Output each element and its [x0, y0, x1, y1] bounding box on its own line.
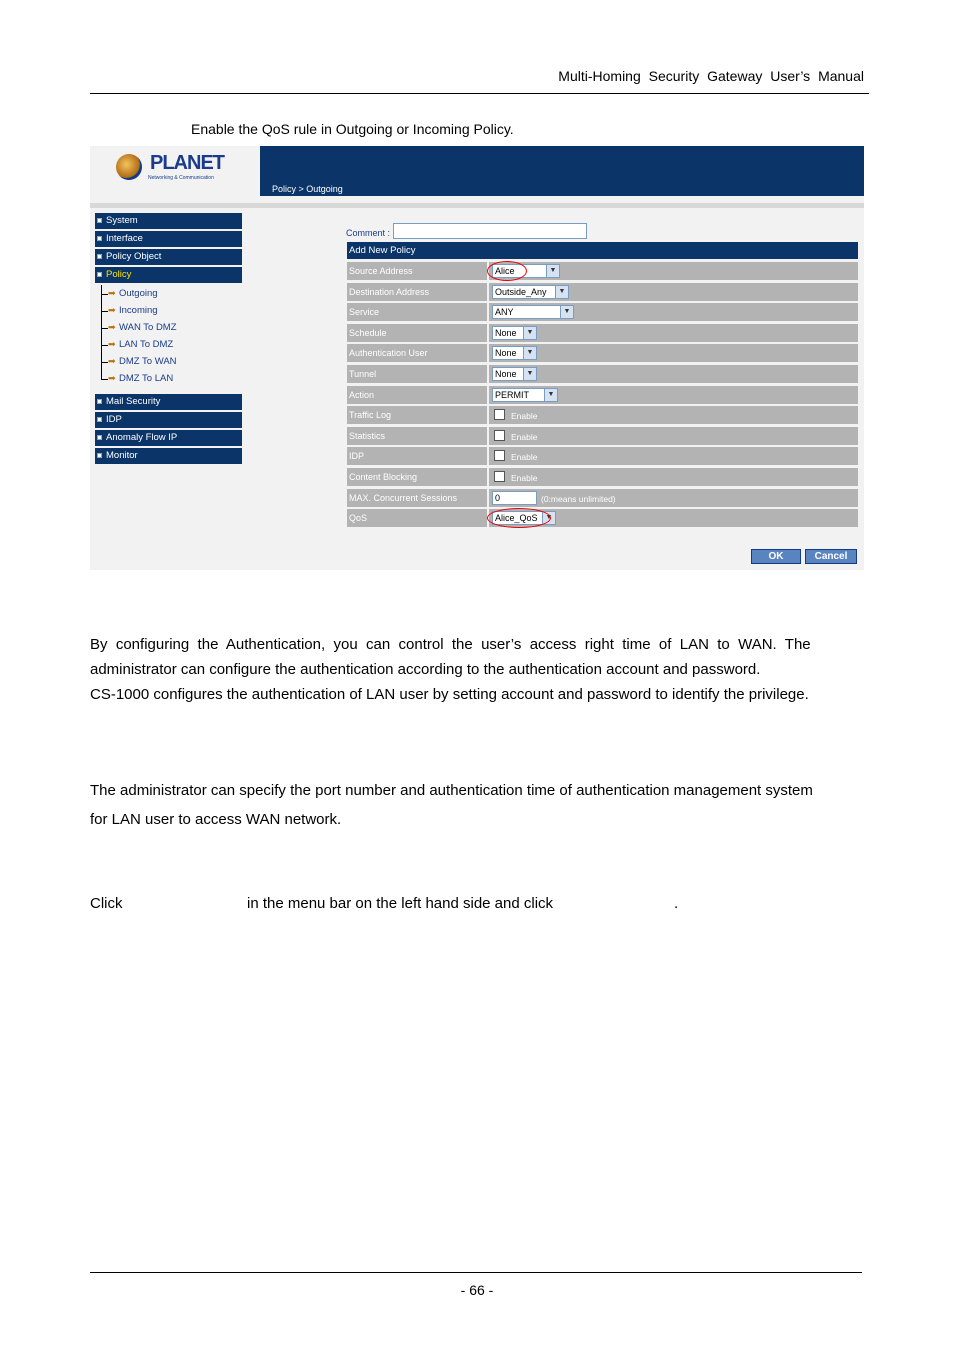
text-line: By configuring the Authentication, you can control the user’s access right time of LAN to WAN. The [90, 636, 811, 653]
select-value: None [495, 327, 517, 338]
sidebar-menu [95, 213, 242, 466]
content-blocking-checkbox[interactable] [494, 471, 505, 482]
statistics-checkbox[interactable] [494, 430, 505, 441]
row-authentication-user [347, 344, 858, 362]
checkbox-label: Enable [511, 452, 538, 463]
planet-logo [116, 152, 226, 184]
row-destination-address [347, 283, 858, 301]
globe-icon [116, 154, 142, 180]
row-label: Destination Address [347, 283, 487, 301]
logo-word: PLANET [150, 152, 224, 174]
row-label: QoS [347, 509, 487, 527]
select-value: Outside_Any [495, 286, 547, 297]
row-statistics [347, 427, 858, 445]
destination-address-select[interactable] [492, 285, 569, 299]
header-rule [90, 93, 869, 94]
ui-screenshot [90, 146, 864, 570]
chevron-down-icon: ▼ [523, 327, 536, 339]
row-max-sessions [347, 489, 858, 507]
policy-form [347, 242, 858, 530]
row-idp [347, 447, 858, 465]
arrow-icon: ➡ [108, 356, 116, 366]
submenu-outgoing[interactable] [95, 285, 242, 302]
traffic-log-checkbox[interactable] [494, 409, 505, 420]
arrow-icon: ➡ [108, 373, 116, 383]
cancel-button[interactable]: Cancel [805, 549, 857, 564]
row-label: Schedule [347, 324, 487, 342]
policy-submenu [95, 285, 242, 387]
row-action [347, 386, 858, 404]
arrow-icon: ➡ [108, 288, 116, 298]
logo-tagline: Networking & Communication [148, 175, 214, 181]
chevron-down-icon: ▼ [544, 389, 557, 401]
select-value: Alice_QoS [495, 513, 538, 524]
authentication-user-select[interactable] [492, 346, 537, 360]
breadcrumb: Policy > Outgoing [272, 184, 343, 194]
row-label: Service [347, 303, 487, 321]
highlight-circle [487, 261, 527, 281]
text-click: Click [90, 895, 123, 912]
chevron-down-icon: ▼ [542, 512, 555, 524]
select-value: None [495, 368, 517, 379]
submenu-label: Outgoing [119, 288, 158, 299]
max-sessions-hint: (0:means unlimited) [541, 493, 616, 504]
text-line: for LAN user to access WAN network. [90, 811, 342, 828]
paragraph-admin [90, 776, 864, 834]
submenu-label: DMZ To LAN [119, 373, 174, 384]
manual-title: Multi-Homing Security Gateway User’s Manual [558, 68, 864, 84]
row-label: Action [347, 386, 487, 404]
row-label: Traffic Log [347, 406, 487, 424]
submenu-label: Incoming [119, 305, 158, 316]
row-label: Content Blocking [347, 468, 487, 486]
row-source-address [347, 262, 858, 280]
top-banner [260, 146, 864, 196]
max-sessions-input[interactable]: 0 [492, 491, 537, 505]
ok-button[interactable]: OK [751, 549, 801, 564]
tunnel-select[interactable] [492, 367, 537, 381]
paragraph-auth [90, 632, 864, 707]
text-line: CS-1000 configures the authentication of LAN user by setting account and password to identify the privilege. [90, 686, 809, 703]
menu-item-idp[interactable]: IDP [95, 412, 242, 428]
schedule-select[interactable] [492, 326, 537, 340]
menu-item-mail-security[interactable]: Mail Security [95, 394, 242, 410]
select-value: PERMIT [495, 389, 530, 400]
comment-input[interactable] [393, 223, 587, 239]
menu-item-system[interactable]: System [95, 213, 242, 229]
row-label: Authentication User [347, 344, 487, 362]
page-number: - 66 - [460, 1282, 494, 1298]
chevron-down-icon: ▼ [560, 306, 573, 318]
row-qos [347, 509, 858, 527]
menu-item-interface[interactable]: Interface [95, 231, 242, 247]
row-label: Tunnel [347, 365, 487, 383]
row-content-blocking [347, 468, 858, 486]
text-end: . [674, 895, 679, 912]
submenu-label: WAN To DMZ [119, 322, 177, 333]
form-title: Add New Policy [347, 242, 858, 259]
chevron-down-icon: ▼ [523, 347, 536, 359]
intro-text: Enable the QoS rule in Outgoing or Incoming Policy. [191, 121, 514, 137]
row-label: MAX. Concurrent Sessions [347, 489, 487, 507]
footer-rule [90, 1272, 862, 1273]
select-value: None [495, 348, 517, 359]
checkbox-label: Enable [511, 431, 538, 442]
tree-line [101, 285, 102, 379]
row-tunnel [347, 365, 858, 383]
checkbox-label: Enable [511, 411, 538, 422]
text-line: The administrator can specify the port number and authentication time of authentication management system [90, 782, 813, 799]
row-traffic-log [347, 406, 858, 424]
row-label: Source Address [347, 262, 487, 280]
action-select[interactable] [492, 388, 558, 402]
menu-item-monitor[interactable]: Monitor [95, 448, 242, 464]
arrow-icon: ➡ [108, 322, 116, 332]
select-value: Alice [495, 266, 515, 276]
menu-item-policy[interactable]: Policy [95, 267, 242, 283]
select-value: ANY [495, 307, 514, 318]
arrow-icon: ➡ [108, 339, 116, 349]
arrow-icon: ➡ [108, 305, 116, 315]
chevron-down-icon: ▼ [523, 368, 536, 380]
divider [90, 203, 864, 208]
text-line: administrator can configure the authentication according to the authentication account and password. [90, 661, 761, 678]
chevron-down-icon: ▼ [546, 265, 559, 277]
highlight-circle [487, 508, 551, 528]
row-service [347, 303, 858, 321]
chevron-down-icon: ▼ [555, 286, 568, 298]
submenu-incoming[interactable] [95, 302, 242, 319]
row-label: IDP [347, 447, 487, 465]
idp-checkbox[interactable] [494, 450, 505, 461]
row-schedule [347, 324, 858, 342]
submenu-lan-to-dmz[interactable] [95, 336, 242, 353]
checkbox-label: Enable [511, 472, 538, 483]
row-label: Statistics [347, 427, 487, 445]
submenu-wan-to-dmz[interactable] [95, 319, 242, 336]
submenu-dmz-to-lan[interactable] [95, 370, 242, 387]
submenu-dmz-to-wan[interactable] [95, 353, 242, 370]
submenu-label: LAN To DMZ [119, 339, 174, 350]
menu-item-anomaly-flow-ip[interactable]: Anomaly Flow IP [95, 430, 242, 446]
comment-label: Comment : [346, 228, 391, 238]
service-select[interactable] [492, 305, 574, 319]
text-mid: in the menu bar on the left hand side and click [247, 895, 554, 912]
submenu-label: DMZ To WAN [119, 356, 177, 367]
menu-item-policy-object[interactable]: Policy Object [95, 249, 242, 265]
